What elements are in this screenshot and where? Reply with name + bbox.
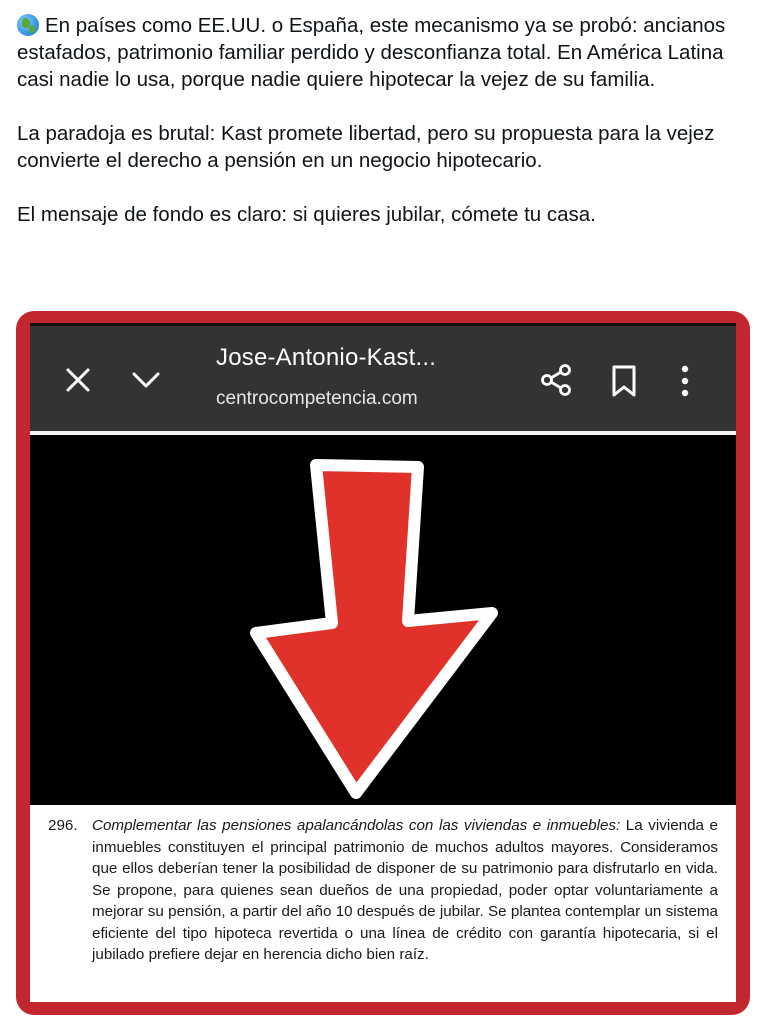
share-icon[interactable] — [538, 362, 574, 398]
tweet-paragraph-3: El mensaje de fondo es claro: si quieres jubilar, cómete tu casa. — [17, 203, 596, 226]
arrow-area — [30, 435, 736, 805]
close-icon[interactable] — [64, 366, 92, 394]
tweet-media-image[interactable] — [16, 311, 750, 1015]
page-domain[interactable]: centrocompetencia.com — [216, 388, 418, 409]
chevron-down-icon[interactable] — [130, 366, 162, 394]
phone-screenshot — [30, 323, 736, 1002]
bookmark-icon[interactable] — [610, 364, 638, 398]
page-title[interactable]: Jose-Antonio-Kast... — [216, 344, 437, 371]
tweet-paragraph-1-text: En países como EE.UU. o España, este mecanismo ya se probó: ancianos estafados, patrimonio familiar perdido y desconfianza total. En América Latina casi nadie lo usa, porque nadie quiere hipotecar la vejez de su familia. — [17, 14, 726, 91]
document-heading: Complementar las pensiones apalancándolas con las viviendas e inmuebles: — [92, 817, 621, 834]
tweet-paragraph-1 — [17, 12, 757, 93]
document-excerpt — [30, 805, 736, 1002]
tweet-text — [17, 12, 757, 255]
document-paragraph — [48, 815, 718, 966]
more-vertical-icon[interactable] — [678, 364, 692, 398]
document-body: La vivienda e inmuebles constituyen el principal patrimonio de muchos adultos mayores. Consideramos que ellos deberían tener la posibilidad de disponer de su patrimonio para disfrutarlo en vida. Se propone, para quienes sean dueños de una propiedad, poder optar voluntariamente a mejorar su pensión, a partir del año 10 después de jubilar. Se plantea contemplar un sistema eficiente del tipo hipoteca revertida o una línea de crédito con garantía hipotecaria, si el jubilado prefiere dejar en herencia dicho bien raíz. — [92, 817, 718, 963]
paragraph-number: 296. — [48, 817, 78, 834]
globe-icon — [17, 14, 39, 36]
tweet-paragraph-2: La paradoja es brutal: Kast promete libertad, pero su propuesta para la vejez convierte el derecho a pensión en un negocio hipotecario. — [17, 122, 715, 172]
red-down-arrow-icon — [30, 435, 736, 805]
browser-toolbar — [30, 323, 736, 431]
